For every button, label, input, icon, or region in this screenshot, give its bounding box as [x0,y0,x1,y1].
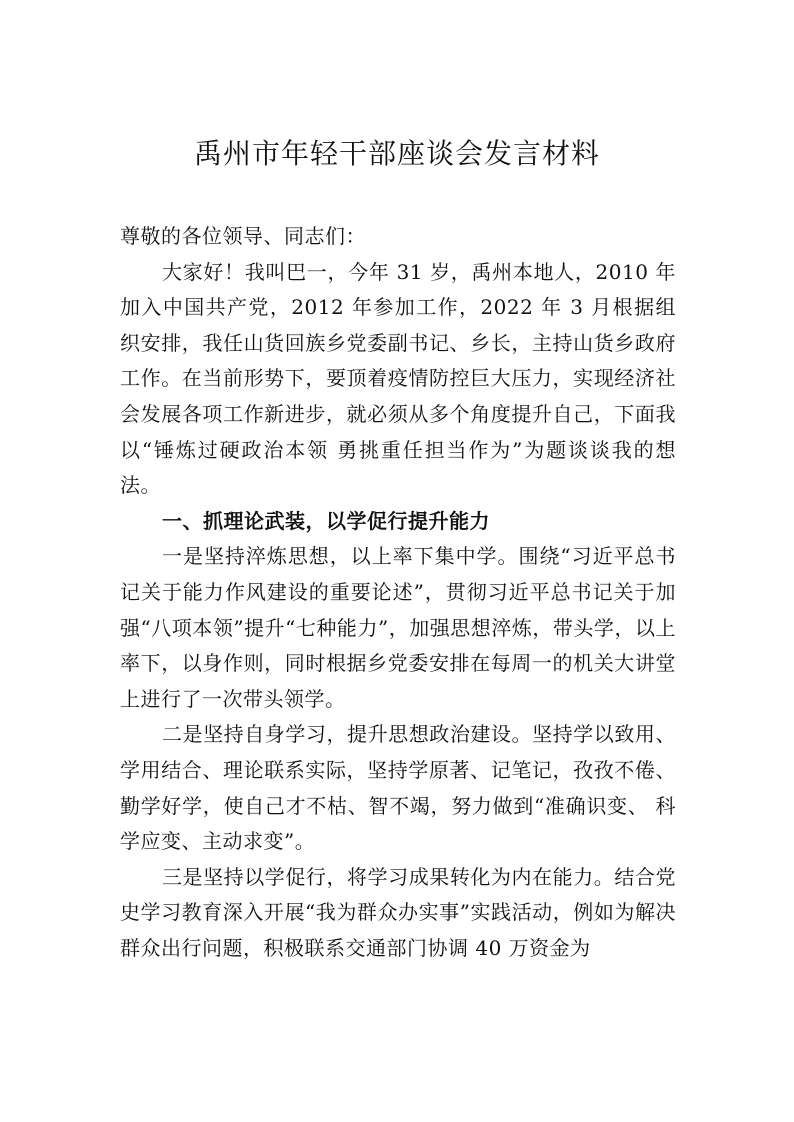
document-body [120,219,676,966]
salutation: 尊敬的各位领导、同志们： [120,224,366,248]
section1-paragraph-3: 三是坚持以学促行，将学习成果转化为内在能力。结合党史学习教育深入开展“我为群众办实事”实践活动，例如为解决群众出行问题，积极联系交通部门协调 40 万资金为 [120,864,676,960]
document-title: 禹州市年轻干部座谈会发言材料 [193,137,600,170]
section-heading-1: 一、抓理论武装，以学促行提升能力 [162,508,490,533]
section1-paragraph-1: 一是坚持淬炼思想，以上率下集中学。围绕“习近平总书记关于能力作风建设的重要论述”，贯彻习近平总书记关于加强“八项本领”提升“七种能力”，加强思想淬炼，带头学，以上率下，以身作则，同时根据乡党委安排在每周一的机关大讲堂上进行了一次带头领学。 [120,544,676,711]
intro-paragraph: 大家好！我叫巴一，今年 31 岁，禹州本地人，2010 年加入中国共产党，2012 年参加工作，2022 年 3 月根据组织安排，我任山货回族乡党委副书记、乡长，主持山货乡政府工作。在当前形势下，要顶着疫情防控巨大压力，实现经济社会发展各项工作新进步，就必须从多个角度提升自己，下面我以“锤炼过硬政治本领 勇挑重任担当作为”为题谈谈我的想法。 [120,259,676,498]
section1-paragraph-2: 二是坚持自身学习，提升思想政治建设。坚持学以致用、学用结合、理论联系实际，坚持学原著、记笔记，孜孜不倦、勤学好学，使自己才不枯、智不竭，努力做到“准确识变、 科学应变、主动求变”。 [120,722,676,854]
